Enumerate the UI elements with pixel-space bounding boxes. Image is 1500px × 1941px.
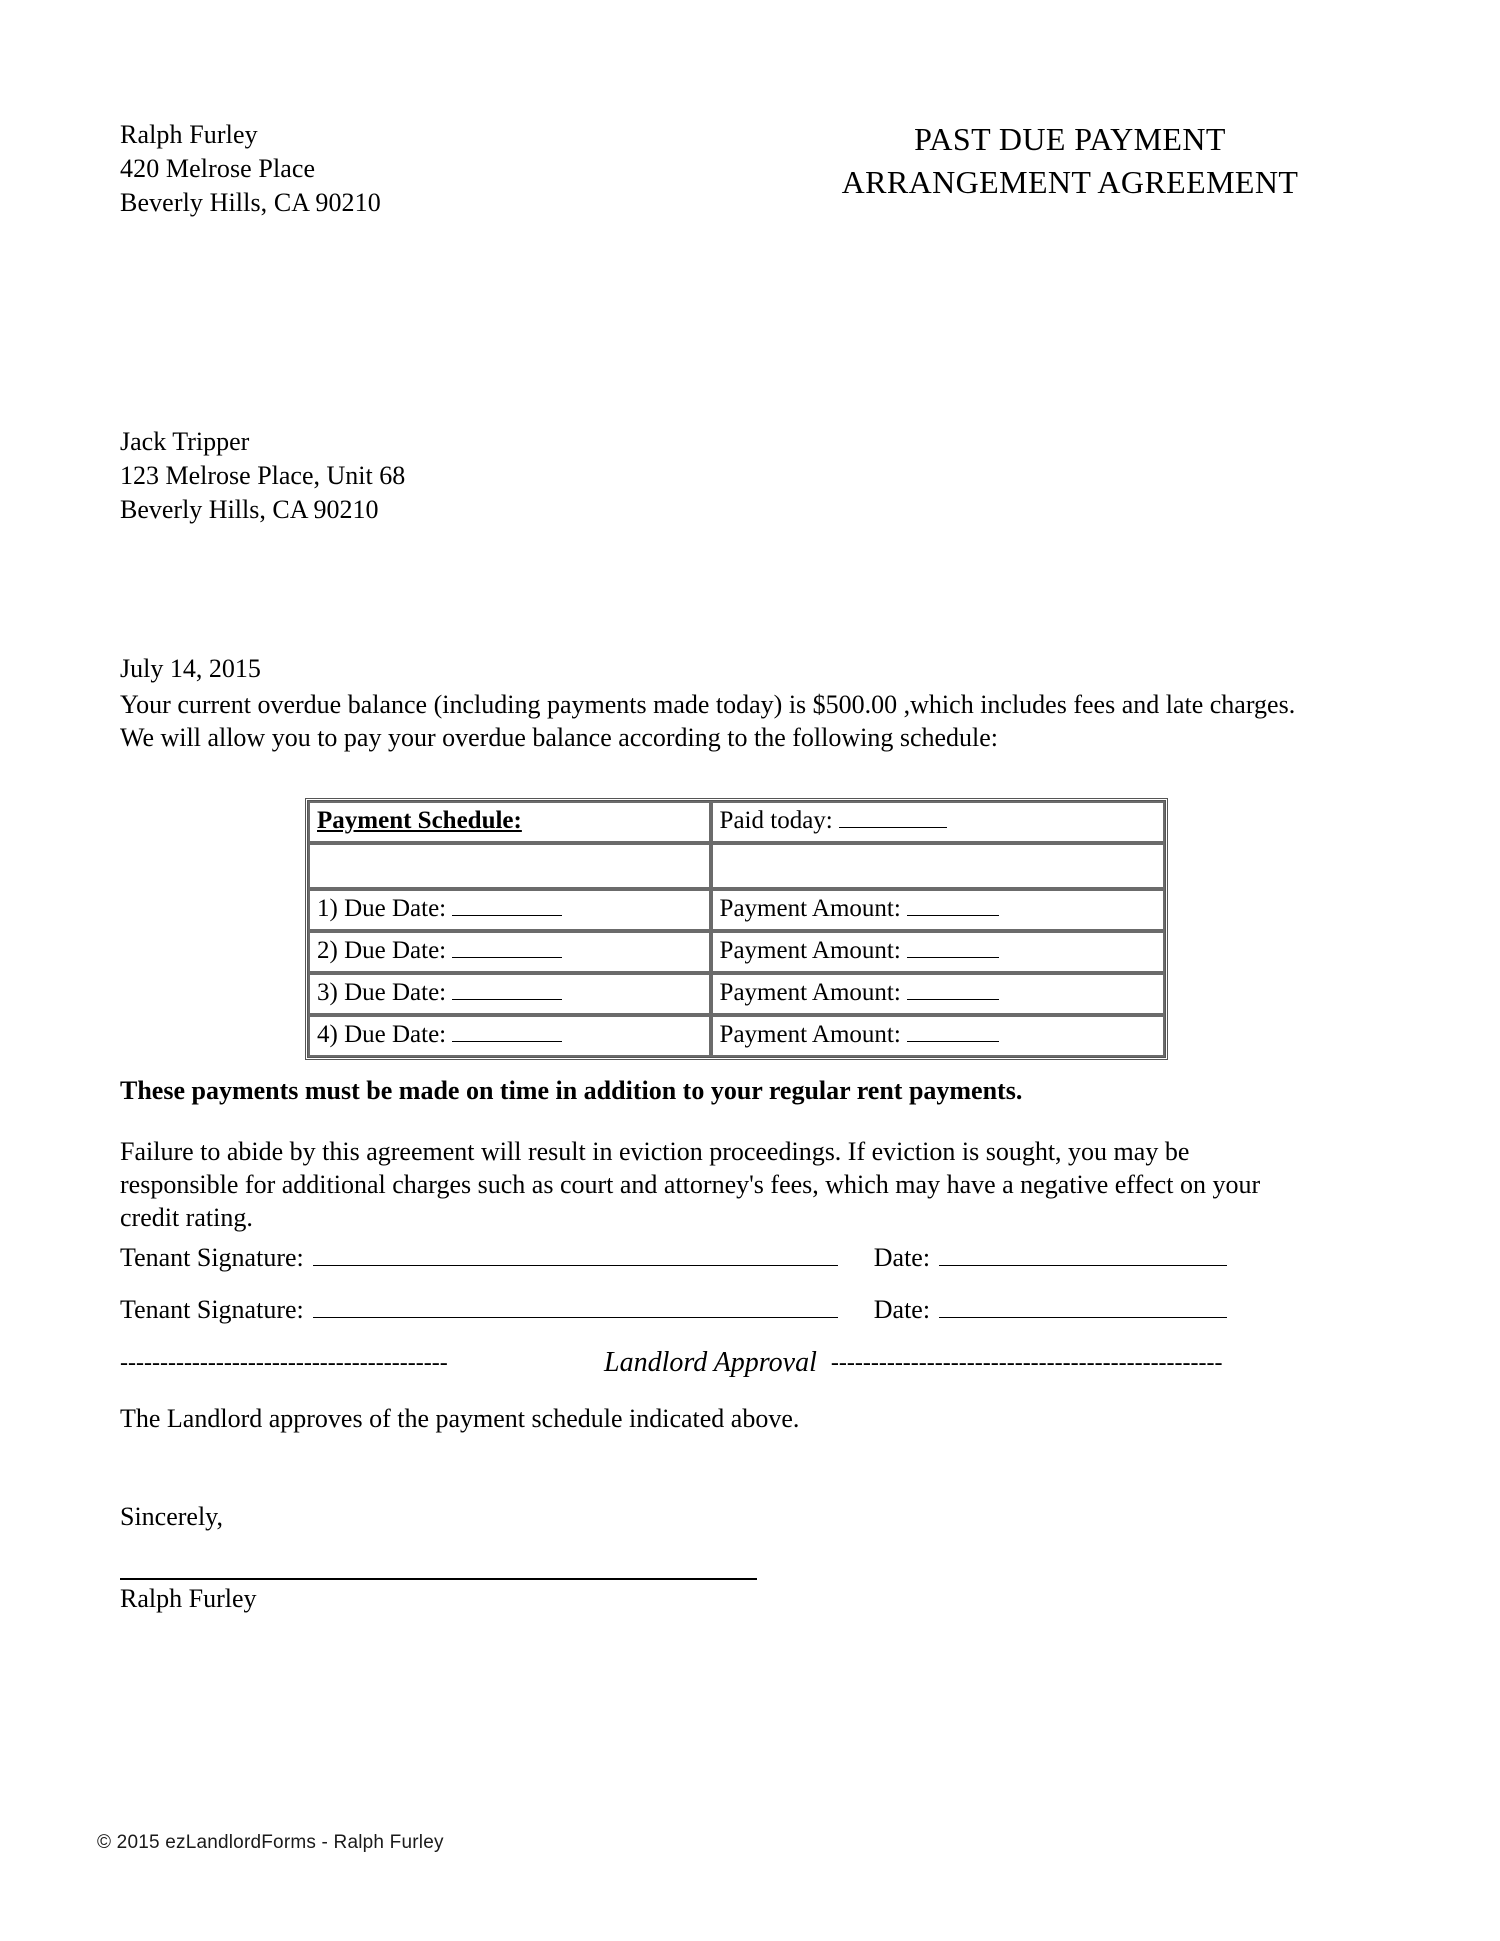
table-row [308,1015,1165,1057]
due-date-label-1: 1) Due Date: [317,895,447,922]
date-label-2: Date: [873,1295,931,1324]
payment-amount-input-line-3[interactable] [907,979,999,1000]
tenant-signature-line-2[interactable] [313,1295,838,1318]
due-date-label-2: 2) Due Date: [317,937,447,964]
recipient-name: Jack Tripper [120,427,250,456]
page-title-line-1: PAST DUE PAYMENT [914,121,1226,157]
tenant-signature-line-1[interactable] [313,1243,838,1266]
divider-dashes-left: ----------------------------------------- [120,1350,448,1376]
payment-amount-input-line-4[interactable] [907,1021,999,1042]
due-date-input-line-1[interactable] [452,895,562,916]
table-row [308,931,1165,973]
due-date-input-line-4[interactable] [452,1021,562,1042]
payment-amount-input-line-2[interactable] [907,937,999,958]
landlord-signature-line[interactable] [120,1577,757,1580]
spacer-cell-right [711,843,1165,889]
payment-amount-label-2: Payment Amount: [719,937,901,964]
intro-paragraph: Your current overdue balance (including payments made today) is $500.00 ,which includes fees and late charges. We will allow you to pay your overdue balance according to the following schedule: [120,690,1296,752]
payment-amount-cell-1 [711,889,1165,931]
footer-copyright: © 2015 ezLandlordForms - Ralph Furley [97,1832,444,1853]
table-row [308,973,1165,1015]
page-title-line-2: ARRANGEMENT AGREEMENT [841,164,1299,200]
due-date-label-4: 4) Due Date: [317,1021,447,1048]
page-title [760,118,1380,204]
sender-city-state-zip: Beverly Hills, CA 90210 [120,188,381,217]
schedule-header-label: Payment Schedule: [317,807,522,834]
due-date-cell-1 [308,889,711,931]
table-row-spacer [308,843,1165,889]
letter-date: July 14, 2015 [120,654,261,683]
payment-amount-cell-3 [711,973,1165,1015]
landlord-approval-label: Landlord Approval [604,1347,817,1378]
payment-amount-label-1: Payment Amount: [719,895,901,922]
landlord-approval-divider [120,1348,1345,1378]
table-row [308,889,1165,931]
tenant-signature-label-2: Tenant Signature: [120,1295,304,1324]
tenant-signature-label-1: Tenant Signature: [120,1243,304,1272]
paid-today-input-line[interactable] [839,807,947,828]
document-header [0,118,1500,238]
due-date-input-line-2[interactable] [452,937,562,958]
date-line-2[interactable] [939,1295,1227,1318]
sender-address-block [120,118,381,220]
due-date-cell-3 [308,973,711,1015]
landlord-signer-name: Ralph Furley [120,1584,257,1613]
spacer-cell-left [308,843,711,889]
divider-dashes-right: ------------------------------------------------- [830,1350,1223,1376]
closing-salutation: Sincerely, [120,1502,223,1531]
sender-name: Ralph Furley [120,120,258,149]
paid-today-cell [711,801,1165,843]
payment-amount-cell-4 [711,1015,1165,1057]
sender-street: 420 Melrose Place [120,154,316,183]
date-line-1[interactable] [939,1243,1227,1266]
payment-schedule-table [305,798,1168,1060]
date-label-1: Date: [873,1243,931,1272]
due-date-cell-2 [308,931,711,973]
due-date-cell-4 [308,1015,711,1057]
payment-amount-cell-2 [711,931,1165,973]
tenant-signature-row-1 [120,1243,1245,1273]
schedule-header-cell [308,801,711,843]
payment-amount-label-4: Payment Amount: [719,1021,901,1048]
payment-notice-bold: These payments must be made on time in addition to your regular rent payments. [120,1076,1023,1105]
recipient-address-block [120,425,405,527]
tenant-signature-row-2 [120,1295,1245,1325]
landlord-approval-text: The Landlord approves of the payment schedule indicated above. [120,1404,800,1433]
recipient-street: 123 Melrose Place, Unit 68 [120,461,406,490]
payment-amount-input-line-1[interactable] [907,895,999,916]
payment-schedule-table-wrapper [305,798,1168,1060]
due-date-input-line-3[interactable] [452,979,562,1000]
table-row-header [308,801,1165,843]
due-date-label-3: 3) Due Date: [317,979,447,1006]
payment-amount-label-3: Payment Amount: [719,979,901,1006]
recipient-city-state-zip: Beverly Hills, CA 90210 [120,495,379,524]
paid-today-label: Paid today: [719,807,833,834]
failure-to-abide-paragraph: Failure to abide by this agreement will result in eviction proceedings. If eviction is sought, you may be responsible for additional charges such as court and attorney's fees, which may have a negative effect on your credit rating. [120,1137,1261,1232]
